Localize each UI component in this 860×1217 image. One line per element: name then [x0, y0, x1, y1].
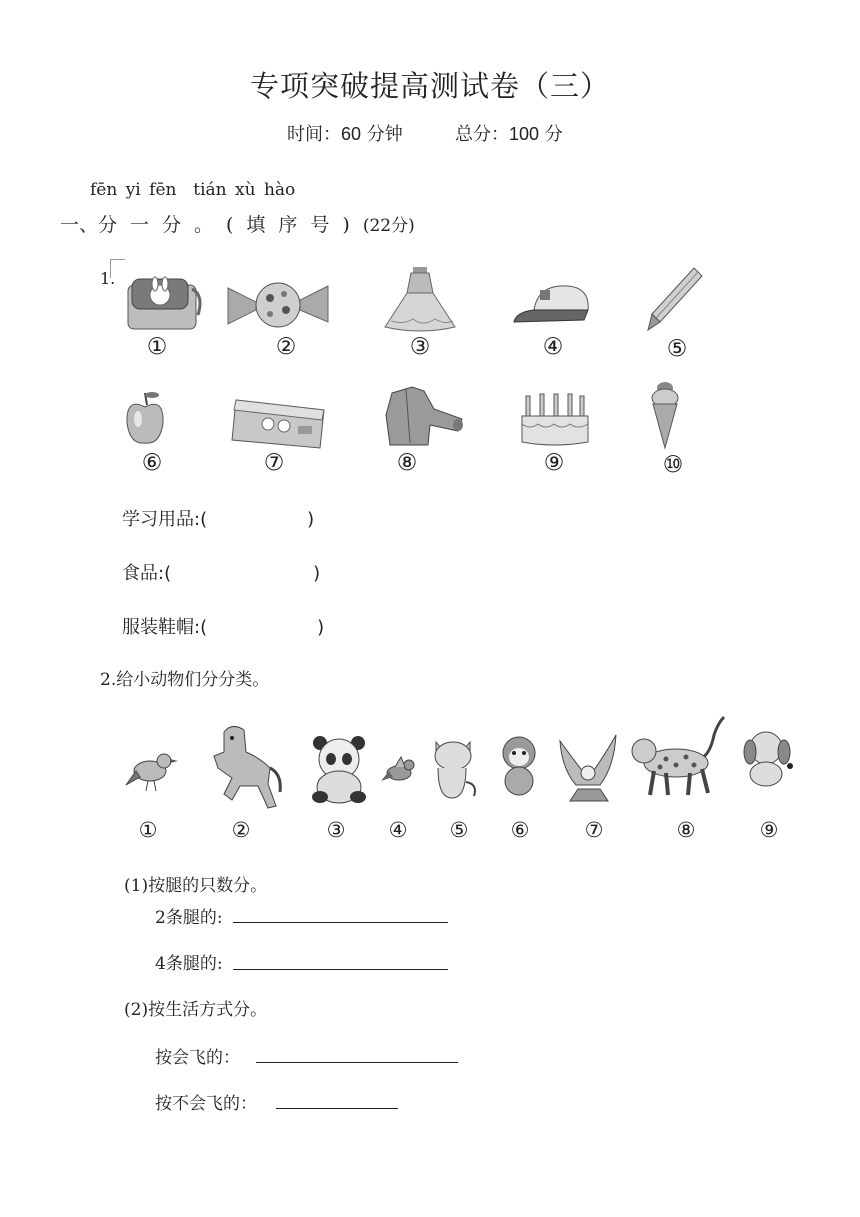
score-value: 100 — [509, 124, 540, 144]
animal-num-3: ③ — [326, 818, 346, 842]
category-study — [122, 505, 314, 531]
nofly-label: 按不会飞的： — [155, 1094, 257, 1114]
fly-label: 按会飞的： — [155, 1048, 240, 1068]
part1-heading: (1)按腿的只数分。 — [124, 876, 268, 896]
q2-label: 2.给小动物们分分类。 — [100, 670, 270, 690]
time-label: 时间： — [287, 124, 341, 145]
section1-pinyin: fēn yi fēn tián xù hào — [90, 180, 296, 200]
category-food-label: 食品:( — [122, 563, 172, 584]
dog-icon — [738, 728, 800, 790]
score-info — [455, 120, 563, 146]
score-label: 总分： — [455, 124, 509, 145]
legs2-label: 2条腿的: — [155, 908, 223, 928]
item-num-9: ⑨ — [543, 450, 565, 476]
q1-label: 1. — [100, 269, 116, 288]
item-num-5: ⑤ — [666, 336, 688, 362]
section1-heading-points: (22分) — [362, 216, 415, 236]
section1-heading-text: 分一分。(填序号) — [98, 214, 363, 236]
category-study-label: 学习用品:( — [122, 509, 208, 530]
time-value: 60 — [341, 124, 362, 144]
dress-icon — [383, 265, 457, 333]
category-food — [122, 559, 320, 585]
animal-num-6: ⑥ — [510, 818, 530, 842]
cake-icon — [518, 390, 590, 448]
animal-num-8: ⑧ — [676, 818, 696, 842]
leopard-icon — [630, 715, 728, 799]
small-bird-icon — [379, 755, 419, 789]
fly-answer-line[interactable] — [256, 1062, 458, 1063]
item-num-10: ⑩ — [662, 452, 684, 478]
jacket-icon — [378, 385, 464, 449]
category-food-close: ) — [313, 563, 321, 584]
item-num-2: ② — [275, 334, 297, 360]
panda-icon — [310, 735, 368, 807]
animal-num-7: ⑦ — [584, 818, 604, 842]
animal-num-1: ① — [138, 818, 158, 842]
item-num-8: ⑧ — [396, 450, 418, 476]
page-title: 专项突破提高测试卷（三） — [249, 69, 610, 103]
eagle-icon — [556, 733, 622, 805]
time-info — [287, 120, 403, 146]
cat-icon — [430, 738, 480, 800]
apple-icon — [124, 385, 166, 451]
bird-icon — [124, 745, 180, 793]
score-unit: 分 — [544, 124, 563, 145]
category-clothing — [122, 613, 324, 639]
item-num-1: ① — [146, 334, 168, 360]
candy-icon — [226, 280, 330, 328]
animal-num-4: ④ — [388, 818, 408, 842]
pencil-case-icon — [228, 396, 328, 452]
category-clothing-label: 服装鞋帽:( — [122, 617, 208, 638]
ice-cream-icon — [650, 380, 680, 450]
nofly-answer-line[interactable] — [276, 1108, 398, 1109]
cap-icon — [512, 280, 592, 330]
category-clothing-close: ) — [317, 617, 325, 638]
item-num-3: ③ — [409, 334, 431, 360]
animal-num-9: ⑨ — [759, 818, 779, 842]
legs2-answer-line[interactable] — [233, 922, 448, 923]
item-num-7: ⑦ — [263, 450, 285, 476]
pencil-icon — [646, 264, 706, 334]
monkey-icon — [498, 735, 540, 799]
item-num-4: ④ — [542, 334, 564, 360]
section1-heading-prefix: 一、 — [60, 214, 99, 236]
item-num-6: ⑥ — [141, 450, 163, 476]
category-study-close: ) — [307, 509, 315, 530]
schoolbag-icon — [124, 275, 204, 331]
horse-icon — [210, 722, 282, 812]
time-unit: 分钟 — [366, 124, 403, 145]
section1-heading — [60, 210, 415, 237]
part2-heading: (2)按生活方式分。 — [124, 1000, 268, 1020]
animal-num-5: ⑤ — [449, 818, 469, 842]
legs4-label: 4条腿的: — [155, 954, 223, 974]
animal-num-2: ② — [231, 818, 251, 842]
legs4-answer-line[interactable] — [233, 969, 448, 970]
